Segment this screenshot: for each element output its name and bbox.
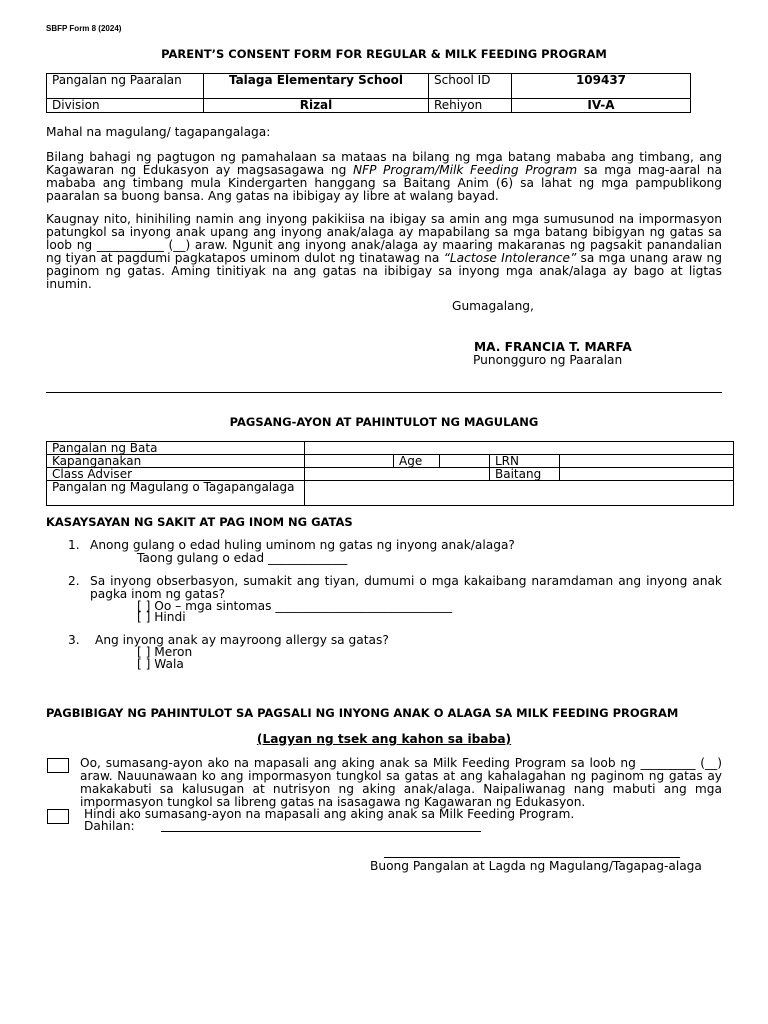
adviser-label: Class Adviser	[47, 468, 305, 481]
reason-line[interactable]	[161, 831, 481, 832]
school-id-label: School ID	[429, 74, 512, 99]
parent-name-field[interactable]	[305, 481, 734, 506]
greeting: Mahal na magulang/ tagapangalaga:	[46, 125, 271, 139]
child-info-table	[46, 441, 734, 506]
division-value: Rizal	[204, 99, 429, 113]
agree-text: Oo, sumasang-ayon ako na mapasali ang aking anak sa Milk Feeding Program sa loob ng _________ (__) araw. Nauunawaan ko ang impormasyon tungkol sa gatas at ang kahalagahan ng paginom ng gatas ay makakabuti sa kalusugan at nutrisyon ng aking anak/alaga. Naipaliwanag nang mabuti ang mga impormasyon tungkol sa libreng gatas na isasagawa ng Kagawaran ng Edukasyon.	[80, 756, 722, 809]
birthday-label: Kapanganakan	[47, 455, 305, 468]
form-code: SBFP Form 8 (2024)	[46, 24, 122, 33]
region-label: Rehiyon	[429, 99, 512, 113]
section-divider	[46, 392, 722, 393]
permission-title: PAGBIBIGAY NG PAHINTULOT SA PAGSALI NG INYONG ANAK O ALAGA SA MILK FEEDING PROGRAM	[46, 706, 679, 720]
closing: Gumagalang,	[452, 299, 534, 313]
region-value: IV-A	[512, 99, 691, 113]
consent-section-title: PAGSANG-AYON AT PAHINTULOT NG MAGULANG	[229, 415, 539, 429]
birthday-field[interactable]	[305, 455, 394, 468]
q1-answer-line[interactable]: Taong gulang o edad _____________	[137, 551, 348, 565]
q1-text: Anong gulang o edad huling uminom ng gatas ng inyong anak/alaga?	[90, 538, 515, 552]
signature-label: Buong Pangalan at Lagda ng Magulang/Tagapag-alaga	[370, 859, 702, 873]
school-id-value: 109437	[512, 74, 691, 99]
agree-checkbox[interactable]	[47, 758, 69, 773]
child-name-label: Pangalan ng Bata	[47, 442, 305, 455]
history-title: KASAYSAYAN NG SAKIT AT PAG INOM NG GATAS	[46, 515, 353, 529]
grade-field[interactable]	[560, 468, 734, 481]
q2-number: 2.	[68, 574, 80, 588]
disagree-text: Hindi ako sumasang-ayon na mapasali ang aking anak sa Milk Feeding Program.	[84, 807, 575, 821]
permission-instruction: (Lagyan ng tsek ang kahon sa ibaba)	[256, 732, 512, 746]
letter-paragraph-1: Bilang bahagi ng pagtugon ng pamahalaan sa mataas na bilang ng mga batang mababa ang timbang, ang Kagawaran ng Edukasyon ay magsasagawa ng NFP Program/Milk Feeding Program sa mga mag-aaral na mababa ang timbang mula Kindergarten hanggang sa Baitang Anim (6) sa lahat ng mga pampublikong paaralan sa buong bansa. Ang gatas na ibibigay ay libre at walang bayad.	[46, 150, 722, 203]
lrn-label: LRN	[490, 455, 560, 468]
school-name-label: Pangalan ng Paaralan	[47, 74, 204, 99]
age-field[interactable]	[440, 455, 490, 468]
form-title: PARENT’S CONSENT FORM FOR REGULAR & MILK FEEDING PROGRAM	[161, 47, 607, 61]
child-name-field[interactable]	[305, 442, 734, 455]
q2-text: Sa inyong obserbasyon, sumakit ang tiyan, dumumi o mga kakaibang naramdaman ang inyong anak pagka inom ng gatas?	[90, 574, 722, 601]
letter-paragraph-2: Kaugnay nito, hinihiling namin ang inyong pakikiisa na ibigay sa amin ang mga sumusunod na impormasyon patungkol sa inyong anak upang ang inyong anak/alaga ay mapabilang sa mga batang bibigyan ng gatas sa loob ng ___________ (__) araw. Ngunit ang inyong anak/alaga ay maaring makaranas ng pagsakit panandalian ng tiyan at pagdumi pagkatapos uminom dulot ng tinatawag na “Lactose Intolerance” sa mga unang araw ng paginom ng gatas. Aming tinitiyak na ang gatas na ibibigay sa inyong mga anak/alaga ay bago at ligtas inumin.	[46, 212, 722, 291]
q3-option-yes[interactable]: [ ] Meron	[137, 645, 193, 659]
q2-option-no[interactable]: [ ] Hindi	[137, 610, 186, 624]
school-name-value: Talaga Elementary School	[204, 74, 429, 99]
signature-line[interactable]	[384, 857, 680, 858]
age-label: Age	[394, 455, 440, 468]
q2-option-yes[interactable]: [ ] Oo – mga sintomas _____________________________	[137, 599, 453, 613]
q3-text: Ang inyong anak ay mayroong allergy sa gatas?	[95, 633, 389, 647]
q3-number: 3.	[68, 633, 80, 647]
parent-name-label: Pangalan ng Magulang o Tagapangalaga	[47, 481, 305, 506]
school-info-table	[46, 73, 691, 113]
division-label: Division	[47, 99, 204, 113]
q1-number: 1.	[68, 538, 80, 552]
signatory-title: Punongguro ng Paaralan	[473, 353, 623, 367]
signatory-name: MA. FRANCIA T. MARFA	[474, 340, 632, 354]
lrn-field[interactable]	[560, 455, 734, 468]
grade-label: Baitang	[490, 468, 560, 481]
disagree-checkbox[interactable]	[47, 809, 69, 824]
q3-option-no[interactable]: [ ] Wala	[137, 657, 184, 671]
reason-label: Dahilan:	[84, 819, 135, 833]
adviser-field[interactable]	[305, 468, 490, 481]
